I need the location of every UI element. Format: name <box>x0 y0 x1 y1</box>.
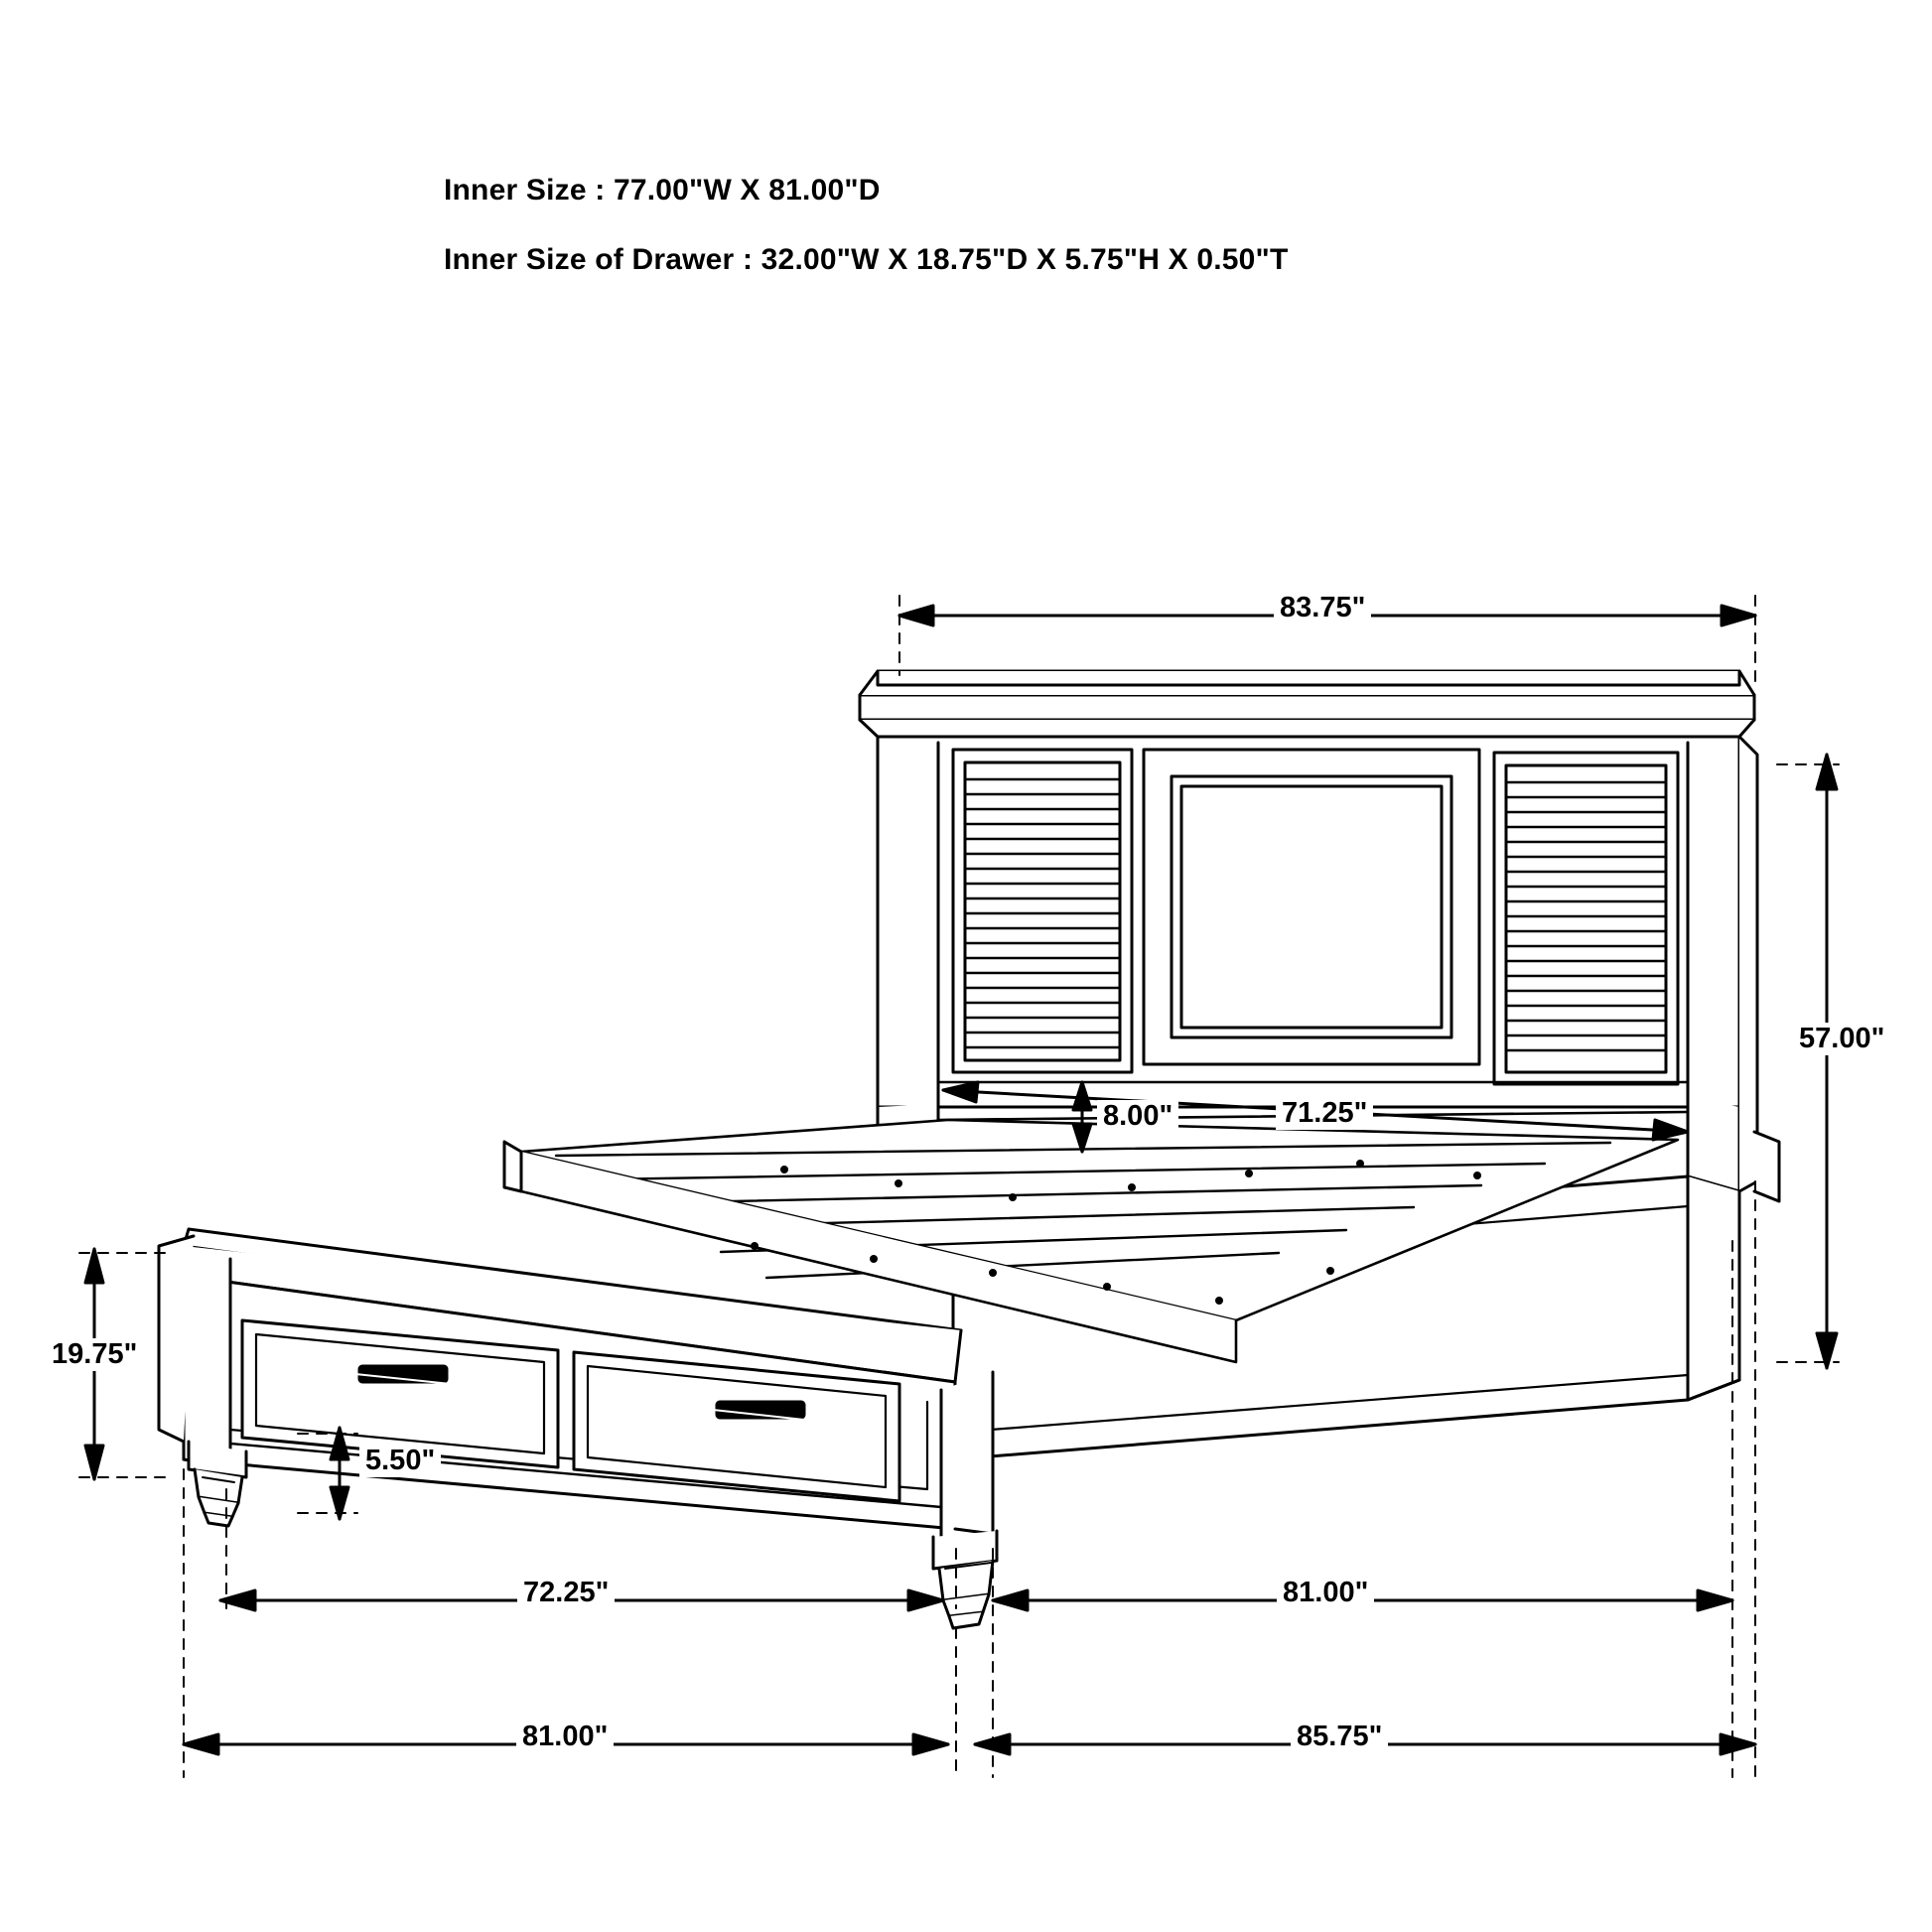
dim-label-headboard-width: 83.75" <box>1274 592 1371 624</box>
spec-inner-size-of-drawer: Inner Size of Drawer : 32.00"W X 18.75"D X 5.75"H X 0.50"T <box>444 243 1289 276</box>
dim-label-overall-width: 81.00" <box>516 1721 614 1753</box>
dim-label-headboard-inner-width: 71.25" <box>1276 1097 1373 1130</box>
dim-label-footboard-height: 19.75" <box>46 1338 143 1371</box>
dim-label-drawer-front-height: 5.50" <box>359 1445 441 1477</box>
dim-label-overall-height: 57.00" <box>1793 1023 1890 1055</box>
dim-label-overall-depth: 85.75" <box>1291 1721 1388 1753</box>
dim-label-headboard-rail-height: 8.00" <box>1097 1100 1178 1133</box>
dim-label-footboard-width: 72.25" <box>517 1577 615 1609</box>
dim-label-side-rail-length: 81.00" <box>1277 1577 1374 1609</box>
spec-inner-size: Inner Size : 77.00"W X 81.00"D <box>444 174 881 207</box>
